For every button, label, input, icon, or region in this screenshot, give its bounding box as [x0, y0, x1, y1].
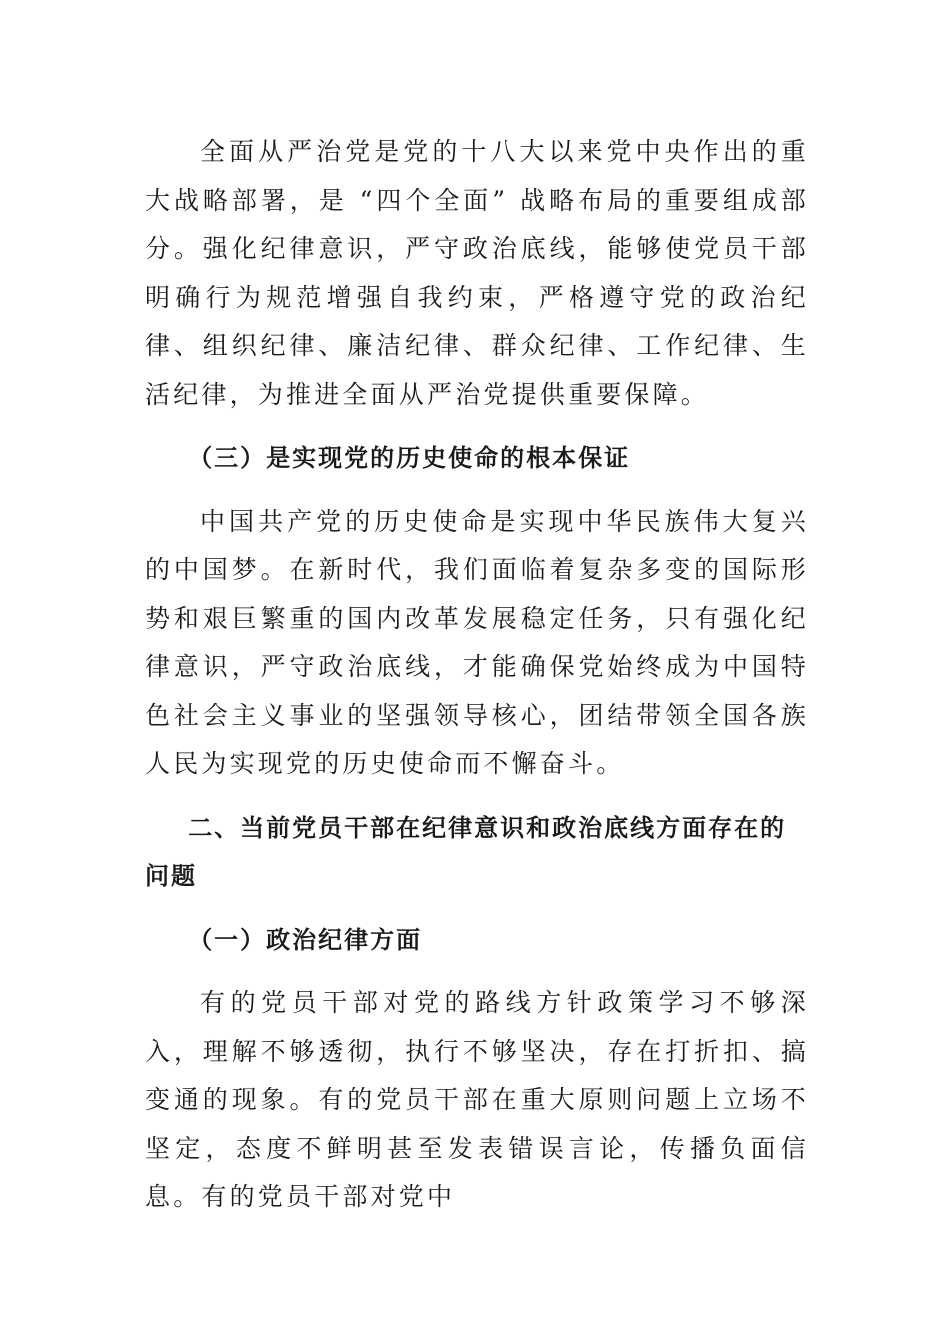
document-body [145, 128, 809, 1237]
paragraph-historic-mission: 中国共产党的历史使命是实现中华民族伟大复兴的中国梦。在新时代，我们面临着复杂多变的国际形势和艰巨繁重的国内改革发展稳定任务，只有强化纪律意识，严守政治底线，才能确保党始终成为中国特色社会主义事业的坚强领导核心，团结带领全国各族人民为实现党的历史使命而不懈奋斗。 [145, 506, 809, 778]
paragraph-strict-governance: 全面从严治党是党的十八大以来党中央作出的重大战略部署，是 “四个全面” 战略布局的重要组成部分。强化纪律意识，严守政治底线，能够使党员干部明确行为规范增强自我约束，严格遵守党的政治纪律、组织纪律、廉洁纪律、群众纪律、工作纪律、生活纪律，为推进全面从严治党提供重要保障。 [145, 137, 809, 409]
section-heading-existing-problems: 二、当前党员干部在纪律意识和政治底线方面存在的问题 [145, 813, 787, 890]
subheading-political-discipline: （一）政治纪律方面 [188, 925, 423, 954]
paragraph-political-discipline: 有的党员干部对党的路线方针政策学习不够深入，理解不够透彻，执行不够坚决，存在打折扣、搞变通的现象。有的党员干部在重大原则问题上立场不坚定，态度不鲜明甚至发表错误言论，传播负面信息。有的党员干部对党中 [145, 988, 809, 1211]
subheading-historic-mission: （三）是实现党的历史使命的根本保证 [188, 444, 631, 472]
